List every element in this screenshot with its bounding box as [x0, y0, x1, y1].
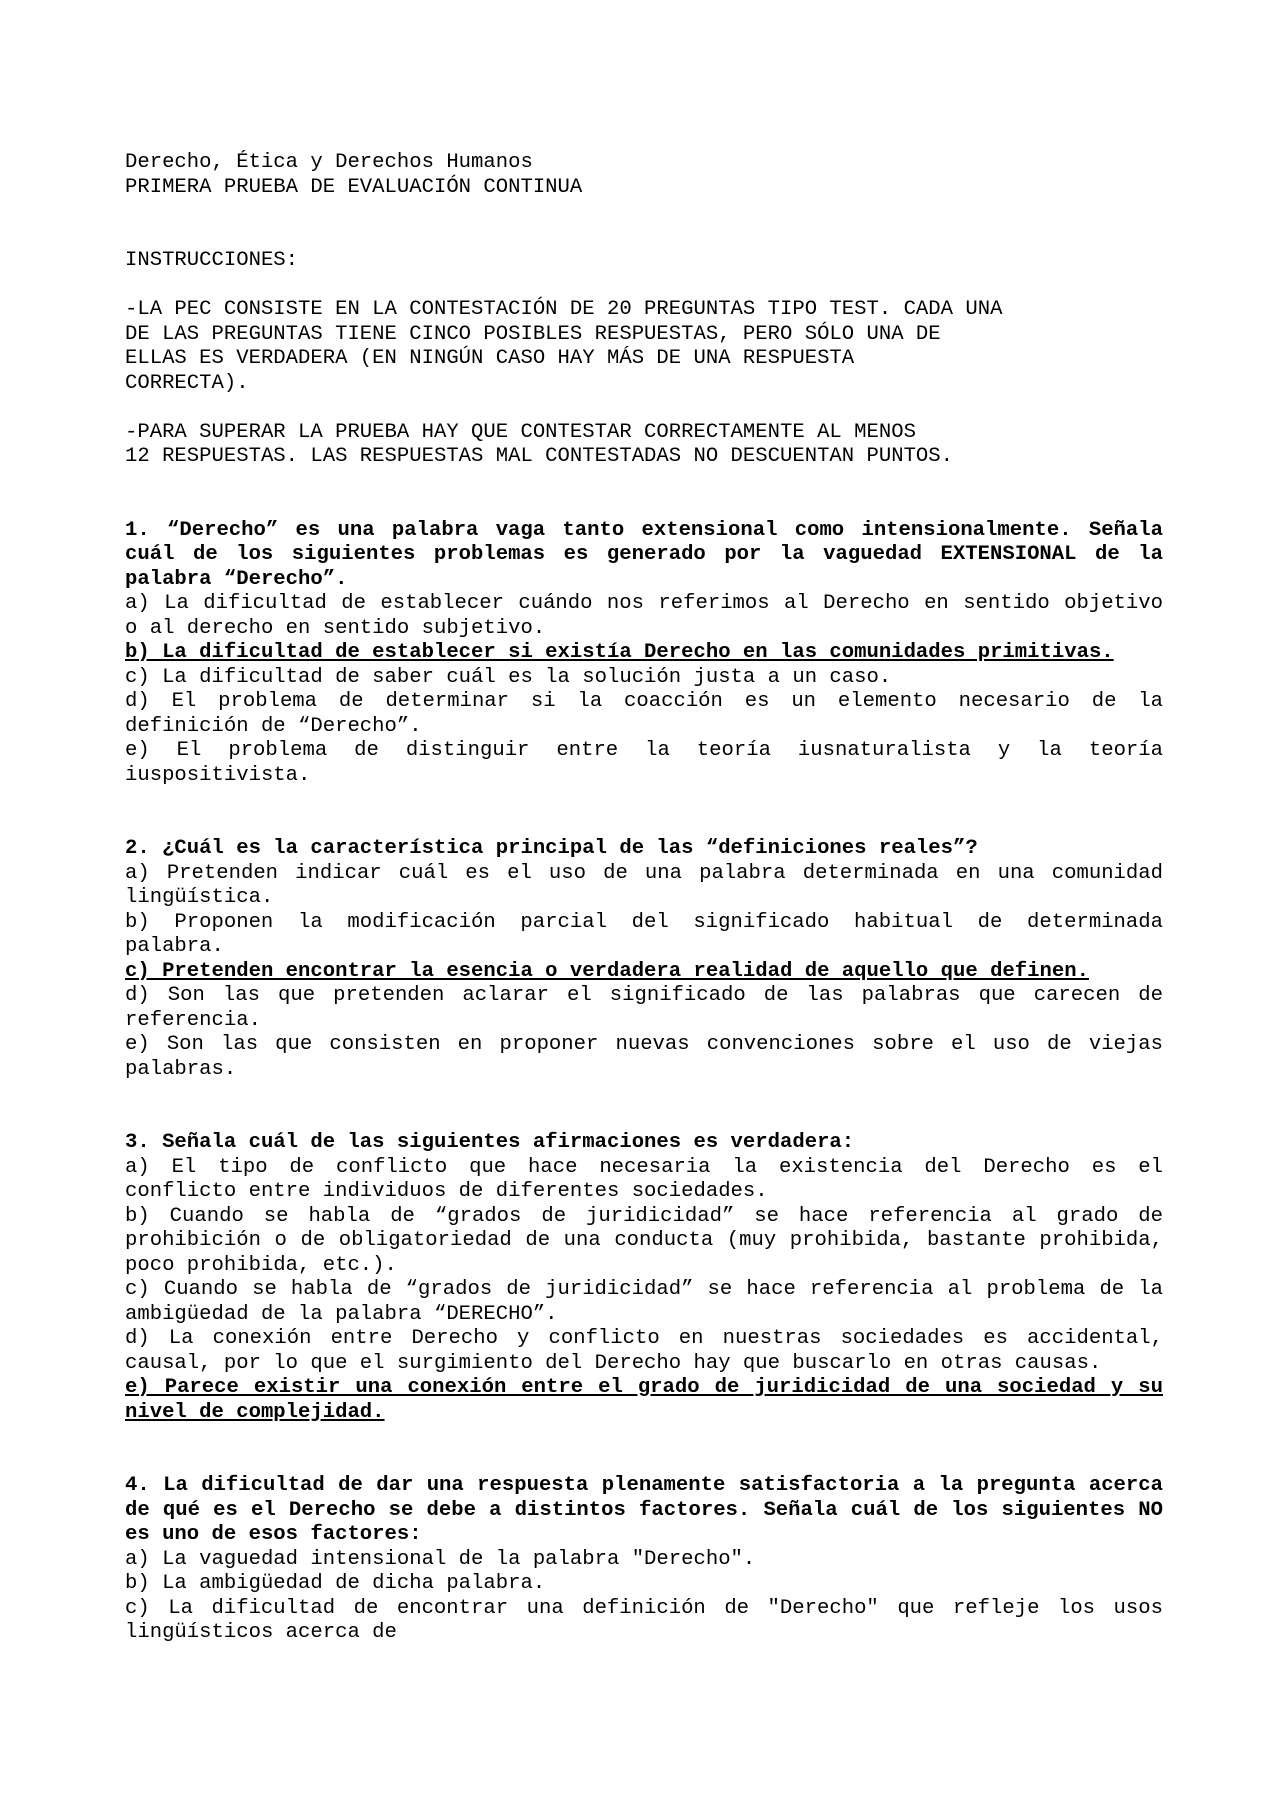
question-3: [125, 1131, 1163, 1425]
question-text: 3. Señala cuál de las siguientes afirmaciones es verdadera:: [125, 1131, 855, 1154]
question-1: [125, 519, 1163, 789]
option-c-correct-answer: c) Pretenden encontrar la esencia o verdadera realidad de aquello que definen.: [125, 959, 1089, 983]
option-c: c) La dificultad de saber cuál es la solución justa a un caso.: [125, 665, 892, 689]
option-b: b) Proponen la modificación parcial del significado habitual de determinada palabra.: [125, 910, 1163, 958]
question-text: 1. “Derecho” es una palabra vaga tanto extensional como intensionalmente. Señala cuál de los siguientes problemas es generado por la vaguedad EXTENSIONAL de la palabra “Derecho”.: [125, 518, 1163, 591]
instruction-line: 12 RESPUESTAS. LAS RESPUESTAS MAL CONTESTADAS NO DESCUENTAN PUNTOS.: [125, 445, 954, 468]
question-text: 2. ¿Cuál es la característica principal de las “definiciones reales”?: [125, 837, 978, 860]
instruction-line: -LA PEC CONSISTE EN LA CONTESTACIÓN DE 20 PREGUNTAS TIPO TEST. CADA UNA: [125, 298, 1003, 321]
instruction-line: DE LAS PREGUNTAS TIENE CINCO POSIBLES RESPUESTAS, PERO SÓLO UNA DE: [125, 322, 941, 346]
option-a: a) Pretenden indicar cuál es el uso de una palabra determinada en una comunidad lingüística.: [125, 861, 1163, 909]
option-b: b) La ambigüedad de dicha palabra.: [125, 1572, 546, 1595]
option-d: d) La conexión entre Derecho y conflicto en nuestras sociedades es accidental, causal, por lo que el surgimiento del Derecho hay que buscarlo en otras causas.: [125, 1327, 1163, 1375]
option-e: e) Son las que consisten en proponer nuevas convenciones sobre el uso de viejas palabras.: [125, 1033, 1163, 1081]
question-text: 4. La dificultad de dar una respuesta plenamente satisfactoria a la pregunta acerca de qué es el Derecho se debe a distintos factores. Señala cuál de los siguientes NO es uno de esos factores:: [125, 1474, 1163, 1546]
option-a: a) La dificultad de establecer cuándo nos referimos al Derecho en sentido objetivo o al derecho en sentido subjetivo.: [125, 592, 1163, 640]
option-e-correct-answer: e) Parece existir una conexión entre el grado de juridicidad de una sociedad y su nivel de complejidad.: [125, 1376, 1163, 1424]
option-d: d) El problema de determinar si la coacción es un elemento necesario de la definición de “Derecho”.: [125, 690, 1163, 738]
document-page: [125, 151, 1163, 1646]
instruction-line: ELLAS ES VERDADERA (EN NINGÚN CASO HAY MÁS DE UNA RESPUESTA: [125, 347, 855, 370]
instructions-paragraph-1: [125, 298, 1163, 396]
option-a: a) La vaguedad intensional de la palabra "Derecho".: [125, 1547, 756, 1571]
exam-title: PRIMERA PRUEBA DE EVALUACIÓN CONTINUA: [125, 175, 583, 199]
option-d: d) Son las que pretenden aclarar el significado de las palabras que carecen de referencia.: [125, 984, 1163, 1032]
question-2: [125, 837, 1163, 1082]
option-c: c) La dificultad de encontrar una definición de "Derecho" que refleje los usos lingüísticos acerca de: [125, 1596, 1163, 1644]
question-4: [125, 1474, 1163, 1646]
option-b: b) Cuando se habla de “grados de juridicidad” se hace referencia al grado de prohibición o de obligatoriedad de una conducta (muy prohibida, bastante prohibida, poco prohibida, etc.).: [125, 1204, 1163, 1277]
instruction-line: CORRECTA).: [125, 371, 249, 395]
option-a: a) El tipo de conflicto que hace necesaria la existencia del Derecho es el conflicto entre individuos de diferentes sociedades.: [125, 1155, 1163, 1203]
option-b-correct-answer: b) La dificultad de establecer si existía Derecho en las comunidades primitivas.: [125, 641, 1114, 664]
instructions-paragraph-2: [125, 421, 1163, 470]
option-c: c) Cuando se habla de “grados de juridicidad” se hace referencia al problema de la ambigüedad de la palabra “DERECHO”.: [125, 1278, 1163, 1326]
instructions-title: INSTRUCCIONES:: [125, 249, 299, 272]
option-e: e) El problema de distinguir entre la teoría iusnaturalista y la teoría iuspositivista.: [125, 739, 1163, 787]
course-title: Derecho, Ética y Derechos Humanos: [125, 151, 533, 174]
instruction-line: -PARA SUPERAR LA PRUEBA HAY QUE CONTESTAR CORRECTAMENTE AL MENOS: [125, 420, 916, 444]
